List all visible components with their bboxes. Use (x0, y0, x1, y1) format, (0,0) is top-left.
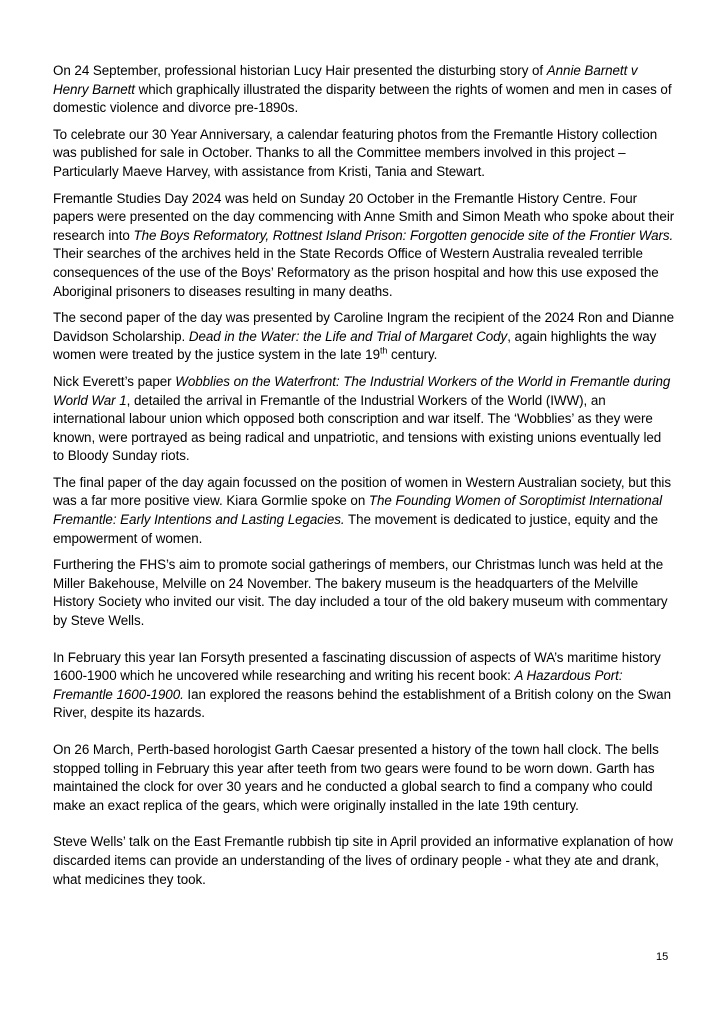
paragraph-hair-talk (53, 62, 675, 118)
text-run: The movement is dedicated to justice, equity and the empowerment of women. (53, 512, 659, 546)
italic-title: The Boys Reformatory, Rottnest Island Prison: Forgotten genocide site of the Frontier Wars. (133, 227, 674, 243)
italic-title: Annie Barnett v Henry Barnett (53, 63, 638, 97)
text-run: Ian explored the reasons behind the establishment of a British colony on the Swan River, despite its hazards. (53, 686, 671, 721)
text-run: The final paper of the day again focussed on the position of women in Western Australian society, but this was a far more positive view. Kiara Gormlie spoke on (53, 474, 671, 509)
italic-title: The Founding Women of Soroptimist International Fremantle: Early Intentions and Lasting Legacies. (53, 493, 663, 528)
text-run: , detailed the arrival in Fremantle of the Industrial Workers of the World (IWW), an international labour union which opposed both conscription and war itself. The ‘Wobblies’ as they were known, were portrayed as being radical and unpatriotic, and tensions with existing unions eventually led to Bloody Sunday riots. (53, 392, 662, 464)
paragraph-final-paper (53, 474, 675, 548)
text-run: Their searches of the archives held in the State Records Office of Western Australia revealed terrible consequences of the use of the Boys’ Reformatory as the prison hospital and how this use exposed the Aboriginal prisoners to diseases resulting in many deaths. (53, 246, 659, 299)
page-number: 15 (656, 951, 669, 963)
text-run: In February this year Ian Forsyth presented a fascinating discussion of aspects of WA’s maritime history 1600-1900 which he uncovered while researching and writing his recent book: (53, 649, 661, 684)
italic-title: A Hazardous Port: Fremantle 1600-1900. (53, 668, 623, 702)
paragraph-everett-paper (53, 373, 675, 466)
italic-title: Dead in the Water: the Life and Trial of Margaret Cody (188, 328, 508, 344)
text-run: Fremantle Studies Day 2024 was held on Sunday 20 October in the Fremantle History Centre. Four papers were presented on the day commencing with Anne Smith and Simon Meath who spoke about their research into (53, 190, 675, 243)
text-run: On 26 March, Perth-based horologist Garth Caesar presented a history of the town hall clock. The bells stopped tolling in February this year after teeth from two gears were found to be worn down. Garth has maintained the clock for over 30 years and he conducted a global search to find a company who could make an exact replica of the gears, which were originally installed in the late 19th century. (53, 742, 659, 813)
superscript: th (379, 345, 388, 356)
paragraph-calendar (53, 126, 675, 182)
paragraph-second-paper (53, 309, 675, 365)
text-run: On 24 September, professional historian Lucy Hair presented the disturbing story of (53, 63, 547, 78)
text-run: which graphically illustrated the disparity between the rights of women and men in cases of domestic violence and divorce pre-1890s. (53, 81, 672, 116)
text-run: To celebrate our 30 Year Anniversary, a calendar featuring photos from the Fremantle History collection was published for sale in October. Thanks to all the Committee members involved in this project – Particularly Maeve Harvey, with assistance from Kristi, Tania and Stewart. (53, 126, 658, 179)
paragraph-forsyth-talk (53, 649, 675, 723)
paragraph-caesar-talk (53, 741, 675, 815)
text-run: Furthering the FHS’s aim to promote social gatherings of members, our Christmas lunch was held at the Miller Bakehouse, Melville on 24 November. The bakery museum is the headquarters of the Melville History Society who invited our visit. The day included a tour of the old bakery museum with commentary by Steve Wells. (53, 557, 668, 629)
paragraph-studies-day (53, 190, 675, 302)
paragraph-wells-talk (53, 833, 675, 889)
text-run: The second paper of the day was presented by Caroline Ingram the recipient of the 2024 Ron and Dianne Davidson Scholarship. (53, 310, 674, 344)
text-run: Nick Everett’s paper (53, 373, 176, 389)
text-run: , again highlights the way women were treated by the justice system in the late 19 (53, 328, 657, 363)
paragraph-christmas-lunch (53, 556, 675, 630)
italic-title: Wobblies on the Waterfront: The Industrial Workers of the World in Fremantle during World War 1 (53, 373, 671, 408)
text-run: Steve Wells’ talk on the East Fremantle rubbish tip site in April provided an informative explanation of how discarded items can provide an understanding of the lives of ordinary people - what they ate and drank, what medicines they took. (53, 834, 673, 887)
document-body (53, 62, 675, 897)
text-run: century. (387, 347, 438, 363)
